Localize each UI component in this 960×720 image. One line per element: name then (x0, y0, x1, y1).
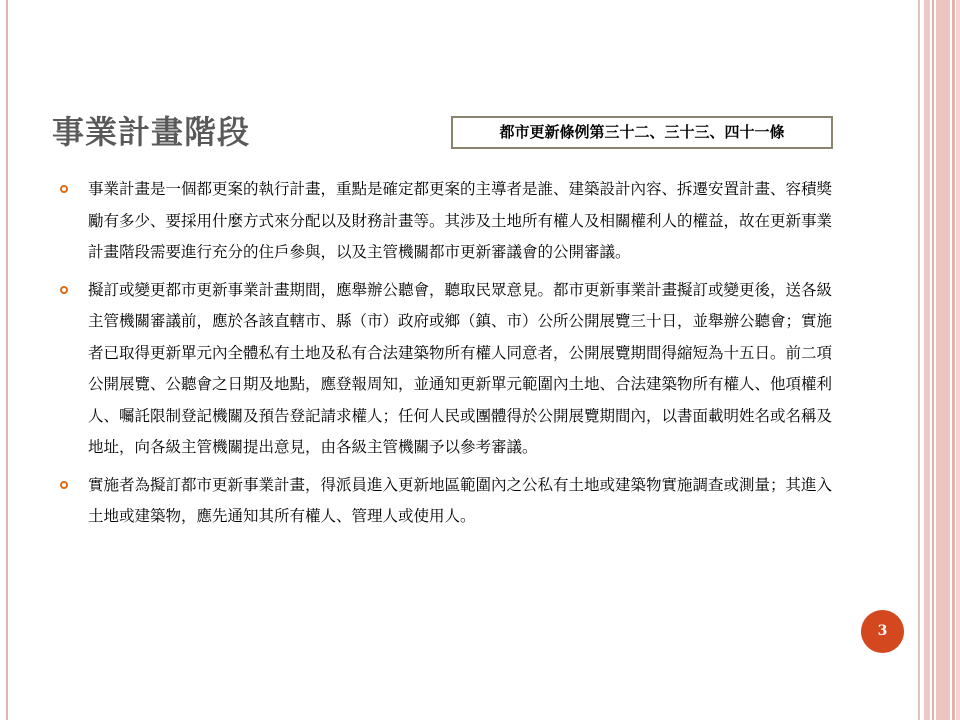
bullet-list (56, 174, 836, 539)
hollow-circle-bullet-icon (60, 481, 68, 489)
stripe (952, 0, 955, 720)
bullet-text: 擬訂或變更都市更新事業計畫期間，應舉辦公聽會，聽取民眾意見。都市更新事業計畫擬訂或變更後，送各級主管機關審議前，應於各該直轄市、縣（市）政府或鄉（鎮、市）公所公開展覽三十日，並舉辦公聽會；實施者已取得更新單元內全體私有土地及私有合法建築物所有權人同意者，公開展覽期間得縮短為十五日。前二項公開展覽、公聽會之日期及地點，應登報周知，並通知更新單元範圍內土地、合法建築物所有權人、他項權利人、囑託限制登記機關及預告登記請求權人；任何人民或團體得於公開展覽期間內，以書面載明姓名或名稱及地址，向各級主管機關提出意見，由各級主管機關予以參考審議。 (88, 280, 833, 456)
hollow-circle-bullet-icon (60, 185, 68, 193)
hollow-circle-bullet-icon (60, 286, 68, 294)
law-reference-box: 都市更新條例第三十二、三十三、四十一條 (451, 116, 833, 149)
bullet-text: 事業計畫是一個都更案的執行計畫，重點是確定都更案的主導者是誰、建築設計內容、拆遷安置計畫、容積獎勵有多少、要採用什麼方式來分配以及財務計畫等。其涉及土地所有權人及相關權利人的權益，故在更新事業計畫階段需要進行充分的住戶參與，以及主管機關都市更新審議會的公開審議。 (88, 180, 833, 261)
stripe (956, 0, 960, 720)
stripe (924, 0, 930, 720)
stripe (932, 0, 934, 720)
bullet-text: 實施者為擬訂都市更新事業計畫，得派員進入更新地區範圍內之公私有土地或建築物實施調查或測量；其進入土地或建築物，應先通知其所有權人、管理人或使用人。 (88, 475, 833, 525)
slide-title: 事業計畫階段 (52, 113, 251, 151)
right-decorative-stripes (918, 0, 960, 720)
stripe (936, 0, 950, 720)
page-number-badge: 3 (861, 610, 904, 653)
left-decorative-line (6, 0, 8, 720)
bullet-item (56, 470, 836, 533)
bullet-item (56, 174, 836, 269)
bullet-item (56, 275, 836, 464)
stripe (918, 0, 920, 720)
